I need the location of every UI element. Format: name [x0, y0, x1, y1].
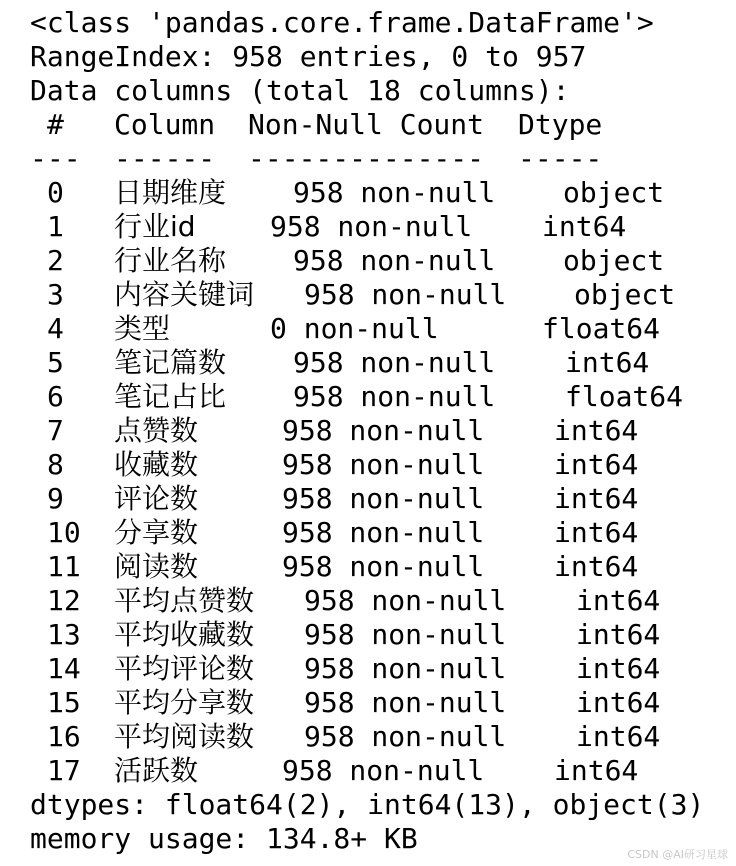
- column-row: [30, 210, 730, 244]
- column-name: 平均分享数: [114, 686, 255, 719]
- column-row: [30, 380, 730, 414]
- column-name: 类型: [114, 312, 171, 345]
- separator-row: [30, 142, 730, 176]
- column-dtype: float64: [565, 380, 684, 413]
- column-dtype: int64: [554, 550, 639, 583]
- column-index: 9: [47, 482, 64, 515]
- column-index: 4: [47, 312, 64, 345]
- index-header: #: [47, 108, 64, 141]
- column-row: [30, 652, 730, 686]
- column-name: 平均评论数: [114, 652, 255, 685]
- column-dtype: int64: [576, 584, 661, 617]
- column-name: 平均阅读数: [114, 720, 255, 753]
- non-null-count: 958 non-null: [282, 550, 485, 583]
- column-dtype: int64: [554, 414, 639, 447]
- column-row: [30, 244, 730, 278]
- column-dtype: int64: [576, 652, 661, 685]
- count-separator: --------------: [248, 142, 485, 175]
- column-dtype: int64: [576, 686, 661, 719]
- column-name: 行业名称: [114, 244, 227, 277]
- column-name: 阅读数: [114, 550, 199, 583]
- watermark: CSDN @AI研习星球: [627, 848, 728, 861]
- column-index: 3: [47, 278, 64, 311]
- column-row: [30, 278, 730, 312]
- column-name: 笔记占比: [114, 380, 227, 413]
- data-columns-line: Data columns (total 18 columns):: [30, 74, 570, 107]
- column-index: 7: [47, 414, 64, 447]
- non-null-count: 958 non-null: [304, 720, 507, 753]
- column-row: [30, 482, 730, 516]
- column-name: 行业id: [114, 210, 196, 243]
- column-index: 5: [47, 346, 64, 379]
- column-dtype: int64: [554, 754, 639, 787]
- non-null-count: 958 non-null: [304, 686, 507, 719]
- memory-usage: memory usage: 134.8+ KB: [30, 822, 418, 855]
- class-line: <class 'pandas.core.frame.DataFrame'>: [30, 6, 654, 39]
- non-null-count: 958 non-null: [304, 618, 507, 651]
- column-dtype: int64: [542, 210, 627, 243]
- column-row: [30, 346, 730, 380]
- column-header-row: [30, 108, 730, 142]
- column-row: [30, 176, 730, 210]
- dataframe-info-output: [30, 6, 730, 856]
- column-row: [30, 754, 730, 788]
- index-separator: ---: [30, 142, 81, 175]
- column-dtype: int64: [554, 516, 639, 549]
- column-index: 15: [47, 686, 81, 719]
- column-dtype: int64: [554, 448, 639, 481]
- column-name: 活跃数: [114, 754, 199, 787]
- column-index: 1: [47, 210, 64, 243]
- column-index: 11: [47, 550, 81, 583]
- column-dtype: int64: [565, 346, 650, 379]
- dtypes-summary: dtypes: float64(2), int64(13), object(3): [30, 788, 705, 821]
- non-null-count: 958 non-null: [282, 516, 485, 549]
- column-separator: ------: [114, 142, 216, 175]
- column-row: [30, 312, 730, 346]
- column-index: 2: [47, 244, 64, 277]
- column-name: 内容关键词: [114, 278, 255, 311]
- column-name: 笔记篇数: [114, 346, 227, 379]
- dtype-separator: -----: [518, 142, 603, 175]
- column-dtype: int64: [576, 618, 661, 651]
- column-name: 分享数: [114, 516, 199, 549]
- non-null-count: 958 non-null: [304, 584, 507, 617]
- range-index-line: RangeIndex: 958 entries, 0 to 957: [30, 40, 587, 73]
- non-null-count: 958 non-null: [293, 380, 496, 413]
- column-row: [30, 584, 730, 618]
- non-null-count: 958 non-null: [282, 414, 485, 447]
- column-row: [30, 686, 730, 720]
- non-null-count: 958 non-null: [282, 482, 485, 515]
- column-dtype: int64: [576, 720, 661, 753]
- column-row: [30, 720, 730, 754]
- column-name: 收藏数: [114, 448, 199, 481]
- column-index: 17: [47, 754, 81, 787]
- column-dtype: float64: [542, 312, 661, 345]
- non-null-count: 958 non-null: [282, 754, 485, 787]
- column-dtype: object: [563, 244, 665, 277]
- non-null-count: 958 non-null: [282, 448, 485, 481]
- column-dtype: int64: [554, 482, 639, 515]
- column-row: [30, 516, 730, 550]
- non-null-count: 958 non-null: [293, 346, 496, 379]
- non-null-count: 958 non-null: [293, 176, 496, 209]
- column-index: 10: [47, 516, 81, 549]
- non-null-count: 958 non-null: [304, 278, 507, 311]
- column-index: 6: [47, 380, 64, 413]
- column-rows: [30, 176, 730, 788]
- column-header: Column: [114, 108, 216, 141]
- column-index: 8: [47, 448, 64, 481]
- column-name: 日期维度: [114, 176, 227, 209]
- column-row: [30, 550, 730, 584]
- column-row: [30, 618, 730, 652]
- column-name: 平均收藏数: [114, 618, 255, 651]
- column-name: 评论数: [114, 482, 199, 515]
- non-null-count: 0 non-null: [270, 312, 439, 345]
- column-row: [30, 448, 730, 482]
- non-null-count: 958 non-null: [304, 652, 507, 685]
- column-name: 平均点赞数: [114, 584, 255, 617]
- column-index: 14: [47, 652, 81, 685]
- non-null-count: 958 non-null: [270, 210, 473, 243]
- column-row: [30, 414, 730, 448]
- column-index: 0: [47, 176, 64, 209]
- non-null-count: 958 non-null: [293, 244, 496, 277]
- column-index: 13: [47, 618, 81, 651]
- column-name: 点赞数: [114, 414, 199, 447]
- column-index: 16: [47, 720, 81, 753]
- column-dtype: object: [563, 176, 665, 209]
- column-dtype: object: [574, 278, 676, 311]
- column-index: 12: [47, 584, 81, 617]
- dtype-header: Dtype: [518, 108, 603, 141]
- non-null-count-header: Non-Null Count: [248, 108, 485, 141]
